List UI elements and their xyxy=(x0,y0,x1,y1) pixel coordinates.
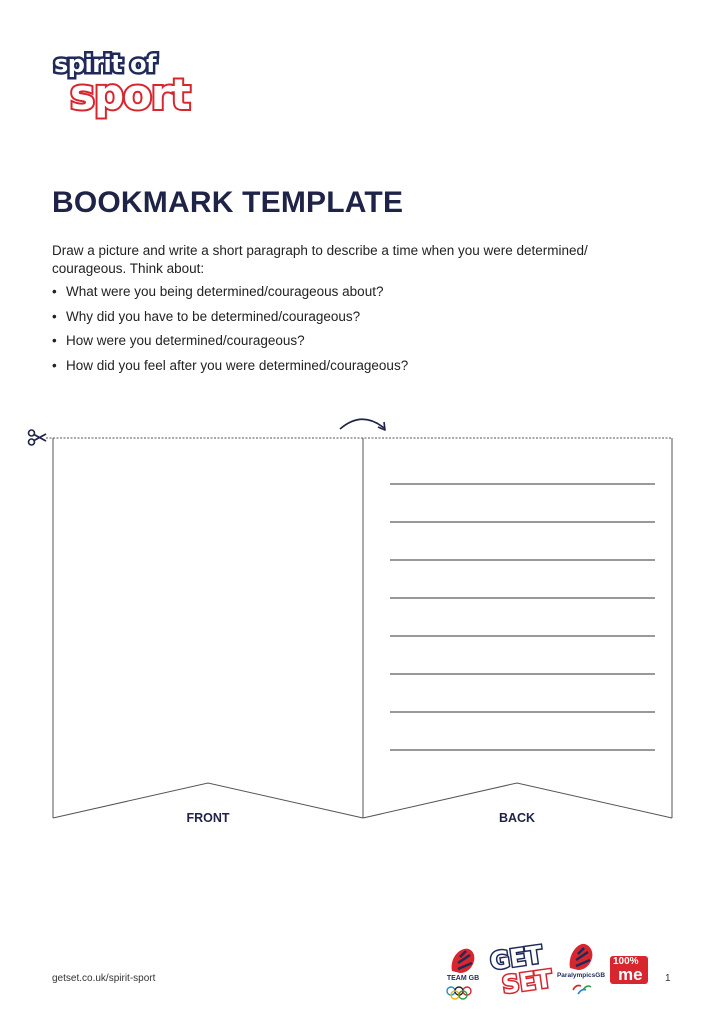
hundred-percent-me-logo xyxy=(610,956,648,984)
get-text: GET xyxy=(488,940,545,976)
page-number: 1 xyxy=(665,973,671,984)
team-gb-logo xyxy=(440,943,486,1003)
curved-arrow-icon xyxy=(340,419,385,430)
team-gb-text: TEAM GB xyxy=(446,975,480,982)
question-item: • How were you determined/courageous? xyxy=(52,333,408,358)
writing-lines xyxy=(390,484,655,750)
bookmark-template xyxy=(0,400,724,840)
footer-url[interactable]: getset.co.uk/spirit-sport xyxy=(52,973,156,984)
scissors-icon xyxy=(29,430,47,445)
lion-icon xyxy=(556,940,606,1002)
hundred-percent-text: 100% xyxy=(613,956,639,967)
page-title: BOOKMARK TEMPLATE xyxy=(52,186,404,219)
get-set-logo xyxy=(488,940,554,1000)
back-label: BACK xyxy=(498,811,536,825)
paralympics-gb-logo xyxy=(556,940,606,1002)
question-item: • Why did you have to be determined/courageous? xyxy=(52,309,408,334)
question-item: • What were you being determined/courageous about? xyxy=(52,284,408,309)
intro-paragraph: Draw a picture and write a short paragraph to describe a time when you were determined/ courageous. Think about: xyxy=(52,243,588,276)
set-text: SET xyxy=(500,964,554,1000)
question-list xyxy=(52,284,408,383)
logo-line-1: spirit of xyxy=(54,50,157,78)
logo-line-2: sport xyxy=(70,70,190,119)
lion-icon xyxy=(440,943,486,1003)
question-item: • How did you feel after you were determined/courageous? xyxy=(52,358,408,383)
spirit-of-sport-logo xyxy=(50,48,200,126)
front-label: FRONT xyxy=(186,811,230,825)
me-text: me xyxy=(618,965,643,984)
paralympics-gb-text: ParalympicsGB xyxy=(556,972,606,979)
